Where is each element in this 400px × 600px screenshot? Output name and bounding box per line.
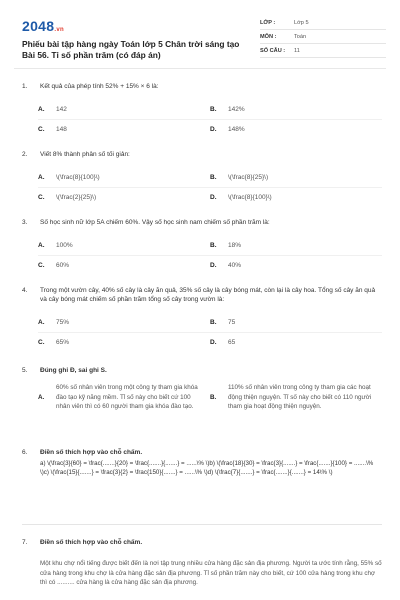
option-text: 65% [56,339,70,346]
question-paragraph: Một khu chợ nổi tiếng được biết đến là nơi tập trung nhiều cửa hàng đặc sản địa phương. Người ta ước tính rằng, 55% số cửa hàng trong khu chợ là cửa hàng đặc sản địa phương. Tỉ số phần trăm này cho biết, cứ 100 cửa hàng trong khu chợ thì có .......... cửa hàng là cửa hàng đặc sản địa phương. [40,560,382,586]
option-text: 148% [228,126,245,133]
question-3 [22,218,382,275]
answer-options [38,235,382,275]
option-text: 142% [228,105,245,113]
option-letter: A. [38,393,45,401]
option-letter: B. [210,318,217,326]
true-false-options [38,383,382,412]
option-text: 100% [56,241,73,249]
question-number: 2. [22,151,28,158]
answer-options [38,167,382,207]
question-6 [22,448,382,478]
option-text: 18% [228,241,242,249]
option-text: \(\frac{8}{25}\) [228,173,269,181]
question-text: Kết quả của phép tính 52% + 15% × 6 là: [40,83,159,90]
option-c[interactable] [38,262,210,269]
option-b[interactable] [210,319,382,326]
statement-b[interactable] [210,383,382,412]
question-1 [22,82,382,139]
option-d[interactable] [210,126,382,133]
question-number: 4. [22,287,28,294]
option-d[interactable] [210,262,382,269]
page-title: Phiếu bài tập hàng ngày Toán lớp 5 Chân trời sáng tạo Bài 56. Tỉ số phần trăm (có đáp án) [22,39,240,60]
option-letter: C. [38,126,45,133]
question-2 [22,150,382,207]
option-text: \(\frac{8}{100}\) [228,194,272,201]
fill-in-body: a) \(\frac{3}{60} = \frac{.......}{20} = \frac{.......}{.......} = ......\% \)b) \(\frac{18}{30} = \frac{3}{.......} = \frac{.......}{100} = .......\% \)c) \(\frac{15}{.......} = \frac{3}{2} = \frac{150}{.......} = ......\% \)d) \(\frac{7}{.......} = \frac{.......}{.......} = 14\% \) [40,460,374,477]
meta-label: SỐ CÂU : [260,47,286,54]
option-c[interactable] [38,194,210,201]
option-text: 110% số nhân viên trong công ty tham gia các hoạt động thiện nguyện. Tỉ số này cho biết có 110 người tham gia hoạt động thiện nguyện. [228,384,372,411]
option-letter: C. [38,194,45,201]
option-c[interactable] [38,126,210,133]
option-letter: A. [38,105,45,113]
question-text: Điền số thích hợp vào chỗ chấm. [40,449,143,456]
option-letter: C. [38,339,45,346]
meta-row-subject [260,30,386,44]
option-b[interactable] [210,174,382,181]
option-b[interactable] [210,106,382,113]
option-a[interactable] [38,174,210,181]
option-letter: A. [38,318,45,326]
meta-value: 11 [294,47,300,54]
option-d[interactable] [210,339,382,346]
option-letter: D. [210,339,217,346]
logo-text: 2048 [22,18,55,34]
question-text: Số học sinh nữ lớp 5A chiếm 60%. Vậy số học sinh nam chiếm số phần trăm là: [40,219,270,226]
answer-options [38,99,382,139]
question-text: Viết 8% thành phân số tối giản: [40,151,130,158]
meta-label: LỚP : [260,19,276,26]
option-letter: A. [38,241,45,249]
section-divider [22,524,382,525]
option-letter: B. [210,173,217,181]
option-letter: D. [210,194,217,201]
option-text: \(\frac{2}{25}\) [56,194,97,201]
logo-suffix: .vn [54,27,64,33]
question-text: Trong một vườn cây, 40% số cây là cây ăn quả, 35% số cây là cây bóng mát, còn lại là cây hoa. Tổng số cây ăn quả và cây bóng mát chiếm số phần trăm tổng số cây trong vườn là: [40,287,376,303]
option-a[interactable] [38,106,210,113]
answer-options [38,312,382,352]
meta-value: Toán [294,33,307,40]
question-number: 6. [22,449,28,456]
option-letter: C. [38,262,45,269]
question-5 [22,366,382,412]
question-text: Đúng ghi Đ, sai ghi S. [40,367,107,374]
option-text: 148 [56,126,67,133]
meta-table [260,16,386,58]
worksheet-header [14,10,386,64]
statement-a[interactable] [38,383,210,412]
question-4 [22,286,382,352]
question-number: 5. [22,367,28,374]
option-letter: B. [210,105,217,113]
meta-row-class [260,16,386,30]
option-a[interactable] [38,242,210,249]
site-logo[interactable] [22,18,64,34]
option-text: \(\frac{8}{100}\) [56,173,100,181]
option-text: 75 [228,318,236,326]
option-text: 75% [56,318,70,326]
meta-label: MÔN : [260,33,277,40]
question-7 [22,538,382,588]
question-number: 7. [22,539,28,546]
option-letter: D. [210,262,217,269]
header-divider [14,68,386,69]
meta-row-count [260,44,386,58]
option-text: 40% [228,262,242,269]
option-letter: B. [210,393,217,401]
option-d[interactable] [210,194,382,201]
question-text: Điền số thích hợp vào chỗ chấm. [40,539,143,546]
option-letter: D. [210,126,217,133]
meta-value: Lớp 5 [294,19,309,26]
option-b[interactable] [210,242,382,249]
question-number: 3. [22,219,28,226]
option-text: 60% [56,262,70,269]
option-text: 65 [228,339,236,346]
option-letter: A. [38,173,45,181]
option-c[interactable] [38,339,210,346]
option-text: 142 [56,105,67,113]
option-text: 60% số nhân viên trong một công ty tham gia khóa đào tạo kỹ năng mềm. Tỉ số này cho biết cứ 100 nhân viên thì có 60 người tham gia khóa đào tạo. [56,384,198,411]
option-a[interactable] [38,319,210,326]
option-letter: B. [210,241,217,249]
question-number: 1. [22,83,28,90]
